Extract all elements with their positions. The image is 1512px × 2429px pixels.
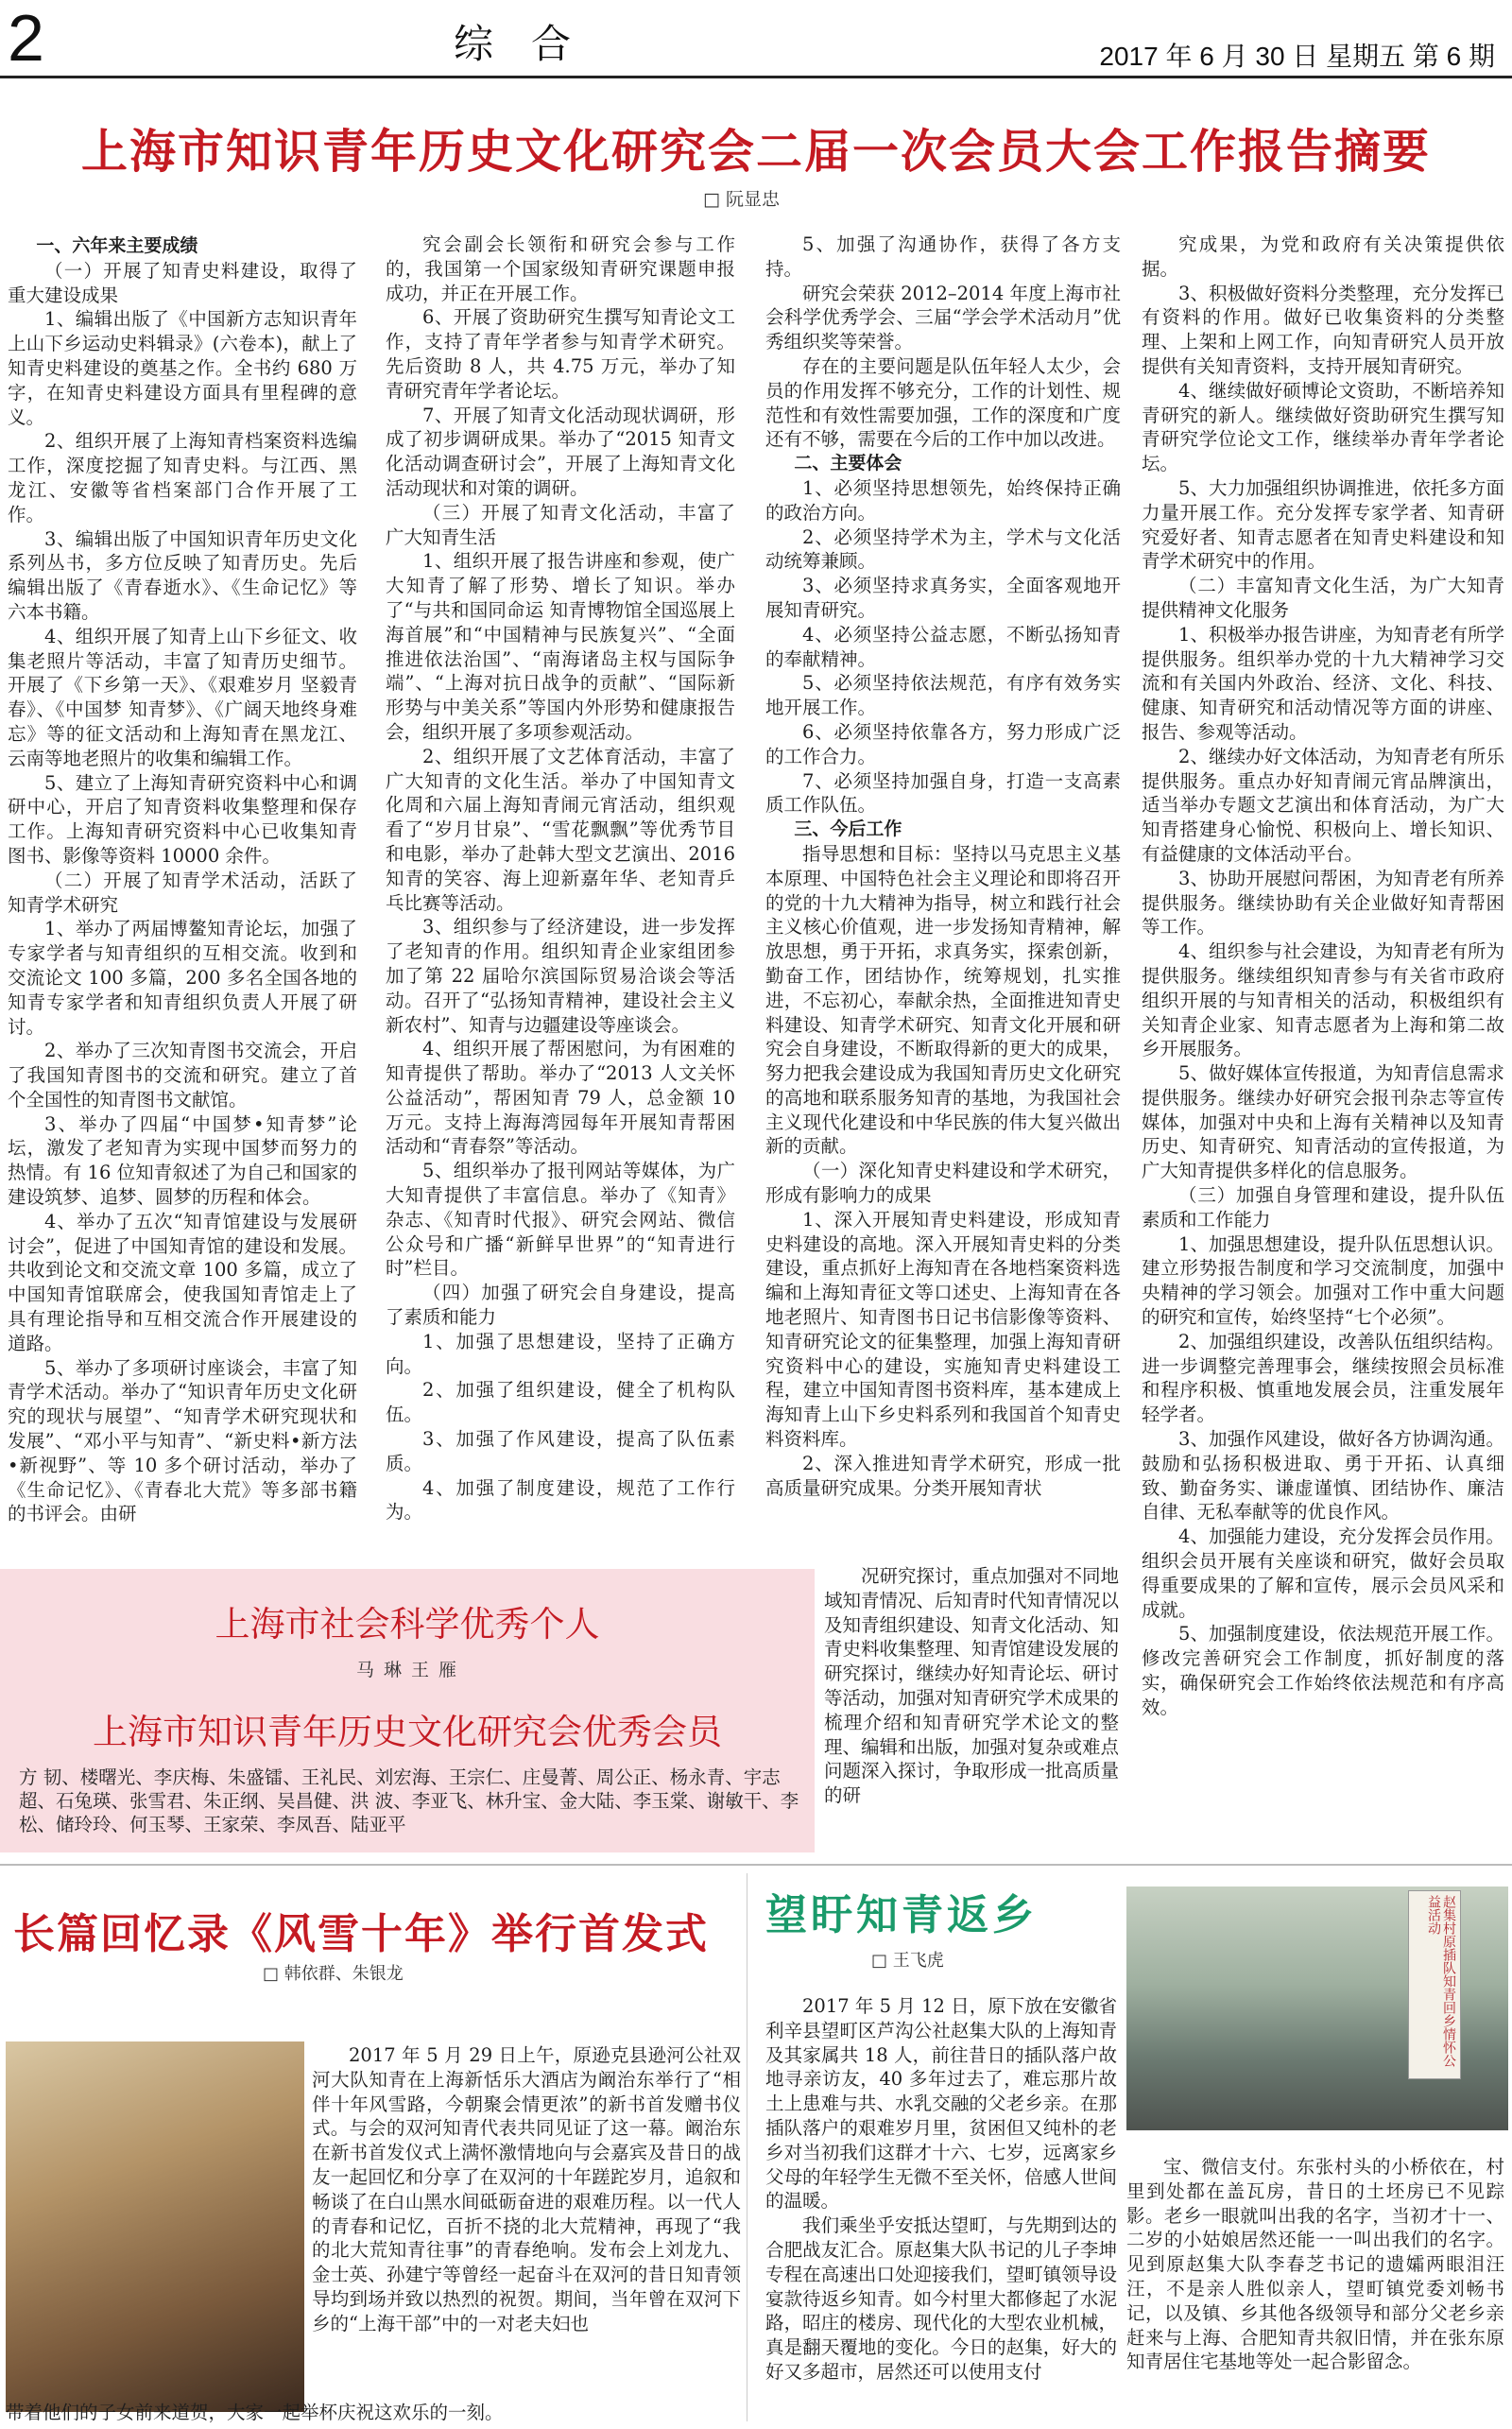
- paragraph: 5、举办了多项研讨座谈会，丰富了知青学术活动。举办了“知识青年历史文化研究的现状与展望”、“知青学术研究现状和发展”、“邓小平与知青”、“新史料•新方法•新视野”、等 10 多个研讨活动，举办了《生命记忆》、《青春北大荒》等多部书籍的书评会。由研: [8, 1356, 357, 1525]
- article-column-1: [8, 234, 357, 1562]
- paragraph: 5、做好媒体宣传报道，为知青信息需求提供服务。继续办好研究会报刊杂志等宣传媒体，加强对中央和上海有关精神以及知青历史、知青研究、知青活动的宣传报道，为广大知青提供多样化的信息服务。: [1142, 1062, 1504, 1182]
- paragraph: 3、必须坚持求真务实，全面客观地开展知青研究。: [765, 575, 1121, 621]
- paragraph: 4、组织开展了知青上山下乡征文、收集老照片等活动，丰富了知青历史细节。开展了《下乡第一天》、《艰难岁月 坚毅青春》、《中国梦 知青梦》、《广阔天地终身难忘》等的征文活动和上海知青在黑龙江、云南等地老照片的收集和编辑工作。: [8, 625, 357, 769]
- paragraph: 究成果，为党和政府有关决策提供依据。: [1142, 233, 1504, 280]
- book-launch-photo: [6, 2041, 304, 2412]
- paragraph: 2017 年 5 月 12 日，原下放在安徽省利辛县望町区芦沟公社赵集大队的上海知青及其家属共 18 人，前往昔日的插队落户故地寻亲访友，40 多年过去了，难忘那片故土上患难与共、水乳交融的父老乡亲。在那插队落户的艰难岁月里，贫困但又纯朴的老乡对当初我们这群才十六、七岁，远离家乡父母的年轻学生无微不至关怀，倍感人世间的温暖。: [765, 1995, 1117, 2213]
- story-left-title: 长篇回忆录《风雪十年》举行首发式: [13, 1910, 709, 1958]
- paragraph: （四）加强了研究会自身建设，提高了素质和能力: [386, 1282, 735, 1329]
- paragraph: 2017 年 5 月 29 日上午，原逊克县逊河公社双河大队知青在上海新恬乐大酒店为阚治东举行了“相伴十年风雪路，今朝聚会情更浓”的新书首发赠书仪式。与会的双河知青代表共同见证了这一幕。阚治东在新书首发仪式上满怀激情地向与会嘉宾及昔日的战友一起回忆和分享了在双河的十年蹉跎岁月，追叙和畅谈了在白山黑水间砥砺奋进的艰难历程。以一代人的青春和记忆，百折不挠的北大荒精神，再现了“我的北大荒知青往事”的青春绝响。发布会上刘龙九、金士英、孙建宁等曾经一起奋斗在双河的昔日知青领导均到场并致以热烈的祝贺。期间，当年曾在双河下乡的“上海干部”中的一对老夫妇也: [312, 2044, 741, 2334]
- paragraph: 4、加强能力建设，充分发挥会员作用。组织会员开展有关座谈和研究，做好会员取得重要成果的了解和宣传，展示会员风采和成就。: [1142, 1525, 1504, 1621]
- paragraph: 3、组织参与了经济建设，进一步发挥了老知青的作用。组织知青企业家组团参加了第 22 届哈尔滨国际贸易洽谈会等活动。召开了“弘扬知青精神，建设社会主义新农村”、知青与边疆建设等座谈会。: [386, 916, 735, 1036]
- header-rule: [0, 76, 1512, 78]
- article-column-2: [386, 233, 735, 1565]
- paragraph: 1、深入开展知青史料建设，形成知青史料建设的高地。深入开展知青史料的分类建设，重点抓好上海知青在各地档案资料选编和上海知青征文等口述史、上海知青在各地老照片、知青图书日记书信影像等资料、知青研究论文的征集整理，加强上海知青研究资料中心的建设，实施知青史料建设工程，建立中国知青图书资料库，基本建成上海知青上山下乡史料系列和我国首个知青史料资料库。: [765, 1208, 1121, 1451]
- paragraph: 4、举办了五次“知青馆建设与发展研讨会”，促进了中国知青馆的建设和发展。共收到论文和交流文章 100 多篇，成立了中国知青馆联席会，使我国知青馆走上了具有理论指导和互相交流合作开展建设的道路。: [8, 1210, 357, 1354]
- paragraph: 1、加强思想建设，提升队伍思想认识。建立形势报告制度和学习交流制度，加强中央精神的学习领会。加强对工作中重大问题的研究和宣传，始终坚持“七个必须”。: [1142, 1232, 1504, 1329]
- paragraph: 5、组织举办了报刊网站等媒体，为广大知青提供了丰富信息。举办了《知青》杂志、《知青时代报》、研究会网站、微信公众号和广播“新鲜早世界”的“知青进行时”栏目。: [386, 1160, 735, 1280]
- paragraph: 2、举办了三次知青图书交流会，开启了我国知青图书的交流和研究。建立了首个全国性的知青图书文献馆。: [8, 1040, 357, 1111]
- article-column-4: [1142, 233, 1504, 1853]
- paragraph: 5、必须坚持依法规范，有序有效务实地开展工作。: [765, 672, 1121, 719]
- paragraph: 5、大力加强组织协调推进，依托多方面力量开展工作。充分发挥专家学者、知青研究爱好者、知青志愿者在知青史料建设和知青学术研究中的作用。: [1142, 476, 1504, 573]
- paragraph: 7、开展了知青文化活动现状调研，形成了初步调研成果。举办了“2015 知青文化活动调查研讨会”，开展了上海知青文化活动现状和对策的调研。: [386, 404, 735, 499]
- paragraph: 1、积极举办报告讲座，为知青老有所学提供服务。组织举办党的十九大精神学习交流和有关国内外政治、经济、文化、科技、健康、知青研究和活动情况等方面的讲座、报告、参观等活动。: [1142, 623, 1504, 743]
- paragraph: 5、加强制度建设，依法规范开展工作。修改完善研究会工作制度，抓好制度的落实，确保研究会工作始终依法规范和有序高效。: [1142, 1623, 1504, 1718]
- paragraph: 1、编辑出版了《中国新方志知识青年上山下乡运动史料辑录》(六卷本)，献上了知青史料建设的奠基之作。全书约 680 万字，在知青史料建设方面具有里程碑的意义。: [8, 308, 357, 428]
- paragraph: 3、加强了作风建设，提高了队伍素质。: [386, 1428, 735, 1474]
- honor-names-members: 方 韧、楼曙光、李庆梅、朱盛镭、王礼民、刘宏海、王宗仁、庄曼菁、周公正、杨永青、宇志超、石兔瑛、张雪君、朱正纲、吴昌健、洪 波、李亚飞、林升宝、金大陆、李玉棠、谢敏干、李 松、储玲玲、何玉琴、王家荣、李凤吾、陆亚平: [19, 1766, 799, 1835]
- section-title: 综合: [454, 21, 610, 67]
- paragraph: 研究会荣获 2012–2014 年度上海市社会科学优秀学会、三届“学会学术活动月”优秀组织奖等荣誉。: [765, 282, 1121, 353]
- story-right-title: 望盱知青返乡: [765, 1891, 1038, 1939]
- paragraph: 4、必须坚持公益志愿，不断弘扬知青的奉献精神。: [765, 623, 1121, 670]
- paragraph: （二）丰富知青文化生活，为广大知青提供精神文化服务: [1142, 575, 1504, 621]
- paragraph: （二）开展了知青学术活动，活跃了知青学术研究: [8, 869, 357, 916]
- paragraph: 5、加强了沟通协作，获得了各方支持。: [765, 233, 1121, 280]
- honor-title-members: 上海市知识青年历史文化研究会优秀会员: [93, 1712, 722, 1752]
- paragraph: （一）深化知青史料建设和学术研究，形成有影响力的成果: [765, 1160, 1121, 1207]
- paragraph: 2、加强了组织建设，健全了机构队伍。: [386, 1379, 735, 1426]
- paragraph: 7、必须坚持加强自身，打造一支高素质工作队伍。: [765, 769, 1121, 817]
- paragraph: 5、建立了上海知青研究资料中心和调研中心，开启了知青资料收集整理和保存工作。上海知青研究资料中心已收集知青图书、影像等资料 10000 余件。: [8, 771, 357, 867]
- story-right-body-continued: [1126, 2155, 1504, 2420]
- paragraph: 2、加强组织建设，改善队伍组织结构。进一步调整完善理事会，继续按照会员标准和程序积极、慎重地发展会员，注重发展年轻学者。: [1142, 1330, 1504, 1426]
- paragraph: 3、加强作风建设，做好各方协调沟通。鼓励和弘扬积极进取、勇于开拓、认真细致、勤奋务实、谦虚谨慎、团结协作、廉洁自律、无私奉献等的优良作风。: [1142, 1428, 1504, 1524]
- section-heading: 一、六年来主要成绩: [36, 235, 198, 256]
- story-right-body: [765, 1994, 1117, 2420]
- paragraph: 2、继续办好文体活动，为知青老有所乐提供服务。重点办好知青闹元宵品牌演出，适当举办专题文艺演出和体育活动，为广大知青搭建身心愉悦、积极向上、增长知识、有益健康的文体活动平台。: [1142, 745, 1504, 865]
- section-heading: 三、今后工作: [794, 818, 902, 840]
- paragraph: 1、组织开展了报告讲座和参观，使广大知青了解了形势、增长了知识。举办了“与共和国同命运 知青博物馆全国巡展上海首展”和“中国精神与民族复兴”、“全面推进依法治国”、“南海诸岛主权与国际争端”、“上海对抗日战争的贡献”、“国际新形势与中美关系”等国内外形势和健康报告会，组织开展了多项参观活动。: [386, 550, 735, 743]
- paragraph: 况研究探讨，重点加强对不同地域知青情况、后知青时代知青情况以及知青组织建设、知青文化活动、知青史料收集整理、知青馆建设发展的研究探讨，继续办好知青论坛、研讨等活动，加强对知青研究学术成果的梳理介绍和知青研究学术论文的整理、编辑和出版，加强对复杂或难点问题深入探讨，争取形成一批高质量的研: [824, 1565, 1119, 1807]
- honor-title-individual: 上海市社会科学优秀个人: [215, 1604, 600, 1645]
- paragraph: 2、深入推进知青学术研究，形成一批高质量研究成果。分类开展知青状: [765, 1452, 1121, 1499]
- paragraph: 2、组织开展了文艺体育活动，丰富了广大知青的文化生活。举办了中国知青文化周和六届上海知青闹元宵活动，组织观看了“岁月甘泉”、“雪花飘飘”等优秀节目和电影，举办了赴韩大型文艺演出、2016 知青的笑容、海上迎新嘉年华、老知青乒乓比赛等活动。: [386, 745, 735, 914]
- paragraph: 我们乘坐乎安抵达望町，与先期到达的合肥战友汇合。原赵集大队书记的儿子李坤专程在高速出口处迎接我们，望町镇领导设宴款待返乡知青。如今村里大都修起了水泥路，昭庄的楼房、现代化的大型农业机械，真是翻天覆地的变化。今日的赵集，好大的好又多超市，居然还可以使用支付: [765, 2214, 1117, 2383]
- article-column-3: [765, 233, 1121, 1565]
- paragraph: 3、举办了四届“中国梦•知青梦”论坛，激发了老知青为实现中国梦而努力的热情。有 16 位知青叙述了为自己和国家的建设筑梦、追梦、圆梦的历程和体会。: [8, 1112, 357, 1209]
- paragraph: 4、继续做好硕博论文资助，不断培养知青研究的新人。继续做好资助研究生撰写知青研究学位论文工作，继续举办青年学者论坛。: [1142, 379, 1504, 475]
- paragraph: （三）加强自身管理和建设，提升队伍素质和工作能力: [1142, 1184, 1504, 1231]
- paragraph: 1、必须坚持思想领先，始终保持正确的政治方向。: [765, 476, 1121, 524]
- paragraph: 2、组织开展了上海知青档案资料选编工作，深度挖掘了知青史料。与江西、黑龙江、安徽等省档案部门合作开展了工作。: [8, 430, 357, 525]
- paragraph: 究会副会长领衔和研究会参与工作的，我国第一个国家级知青研究课题申报成功，并正在开展工作。: [386, 233, 735, 304]
- paragraph: 1、加强了思想建设，坚持了正确方向。: [386, 1330, 735, 1377]
- paragraph: （三）开展了知青文化活动，丰富了广大知青生活: [386, 501, 735, 548]
- photo-banner-sign: 赵集村原插队知青回乡情怀公益活动: [1408, 1890, 1461, 2079]
- article-byline: □ 阮显忠: [703, 189, 780, 210]
- issue-date: 2017 年 6 月 30 日 星期五 第 6 期: [1099, 42, 1495, 71]
- paragraph: 4、加强了制度建设，规范了工作行为。: [386, 1476, 735, 1524]
- paragraph: 4、组织开展了帮困慰问，为有困难的知青提供了帮助。举办了“2013 人文关怀公益活动”，帮困知青 79 人，总金额 10 万元。支持上海海湾园每年开展知青帮困活动和“青春祭”等活动。: [386, 1038, 735, 1158]
- paragraph: 宝、微信支付。东张村头的小桥依在，村里到处都在盖瓦房，昔日的土坯房已不见踪影。老乡一眼就叫出我的名字，当初才十一、二岁的小姑娘居然还能一一叫出我们的名字。见到原赵集大队李春芝书记的遗孀两眼泪汪汪，不是亲人胜似亲人，望町镇党委刘畅书记，以及镇、乡其他各级领导和部分父老乡亲赶来与上海、合肥知青共叙旧情，并在张东原知青居住宅基地等处一起合影留念。: [1126, 2156, 1504, 2373]
- section-heading: 二、主要体会: [794, 453, 902, 474]
- story-left-body: [312, 2043, 741, 2399]
- story-left-byline: □ 韩依群、朱银龙: [263, 1964, 404, 1984]
- paragraph: 6、必须坚持依靠各方，努力形成广泛的工作合力。: [765, 720, 1121, 767]
- page-number: 2: [8, 1, 44, 75]
- paragraph: 3、积极做好资料分类整理，充分发挥已有资料的作用。做好已收集资料的分类整理、上架和上网工作，向知青研究人员开放提供有关知青资料，支持开展知青研究。: [1142, 282, 1504, 377]
- paragraph: （一）开展了知青史料建设，取得了重大建设成果: [8, 259, 357, 306]
- article-column-3-continued: [824, 1564, 1119, 1848]
- paragraph: 3、协助开展慰问帮困，为知青老有所养提供服务。继续协助有关企业做好知青帮困等工作。: [1142, 867, 1504, 939]
- article-headline: 上海市知识青年历史文化研究会二届一次会员大会工作报告摘要: [80, 125, 1431, 179]
- paragraph: 存在的主要问题是队伍年轻人太少，会员的作用发挥不够充分，工作的计划性、规范性和有效性需要加强，工作的深度和广度还有不够，需要在今后的工作中加以改进。: [765, 354, 1121, 451]
- story-right-byline: □ 王飞虎: [871, 1951, 944, 1971]
- paragraph: 指导思想和目标：坚持以马克思主义基本原理、中国特色社会主义理论和即将召开的党的十九大精神为指导，树立和践行社会主义核心价值观，进一步发扬知青精神，解放思想，勇于开拓，求真务实，探索创新，勤奋工作，团结协作，统筹规划，扎实推进，不忘初心，奉献余热，全面推进知青史料建设、知青学术研究、知青文化开展和研究会自身建设，不断取得新的更大的成果，努力把我会建设成为我国知青历史文化研究的高地和联系服务知青的基地，为我国社会主义现代化建设和中华民族的伟大复兴做出新的贡献。: [765, 842, 1121, 1158]
- section-divider: [0, 1864, 1512, 1866]
- paragraph: 4、组织参与社会建设，为知青老有所为提供服务。继续组织知青参与有关省市政府组织开展的与知青相关的活动，积极组织有关知青企业家、知青志愿者为上海和第二故乡开展服务。: [1142, 940, 1504, 1060]
- story-left-last-line: 带着他们的子女前来道贺，大家一起举杯庆祝这欢乐的一刻。: [6, 2402, 504, 2423]
- paragraph: 6、开展了资助研究生撰写知青论文工作，支持了青年学者参与知青学术研究。先后资助 8 人，共 4.75 万元，举办了知青研究青年学者论坛。: [386, 306, 735, 402]
- paragraph: 3、编辑出版了中国知识青年历史文化系列丛书，多方位反映了知青历史。先后编辑出版了《青春逝水》、《生命记忆》等六本书籍。: [8, 527, 357, 623]
- honor-names-individual: 马 琳 王 雁: [355, 1660, 459, 1680]
- paragraph: 1、举办了两届博鳌知青论坛，加强了专家学者与知青组织的互相交流。收到和交流论文 100 多篇，200 多名全国各地的知青专家学者和知青组织负责人开展了研讨。: [8, 918, 357, 1038]
- paragraph: 2、必须坚持学术为主，学术与文化活动统筹兼顾。: [765, 525, 1121, 573]
